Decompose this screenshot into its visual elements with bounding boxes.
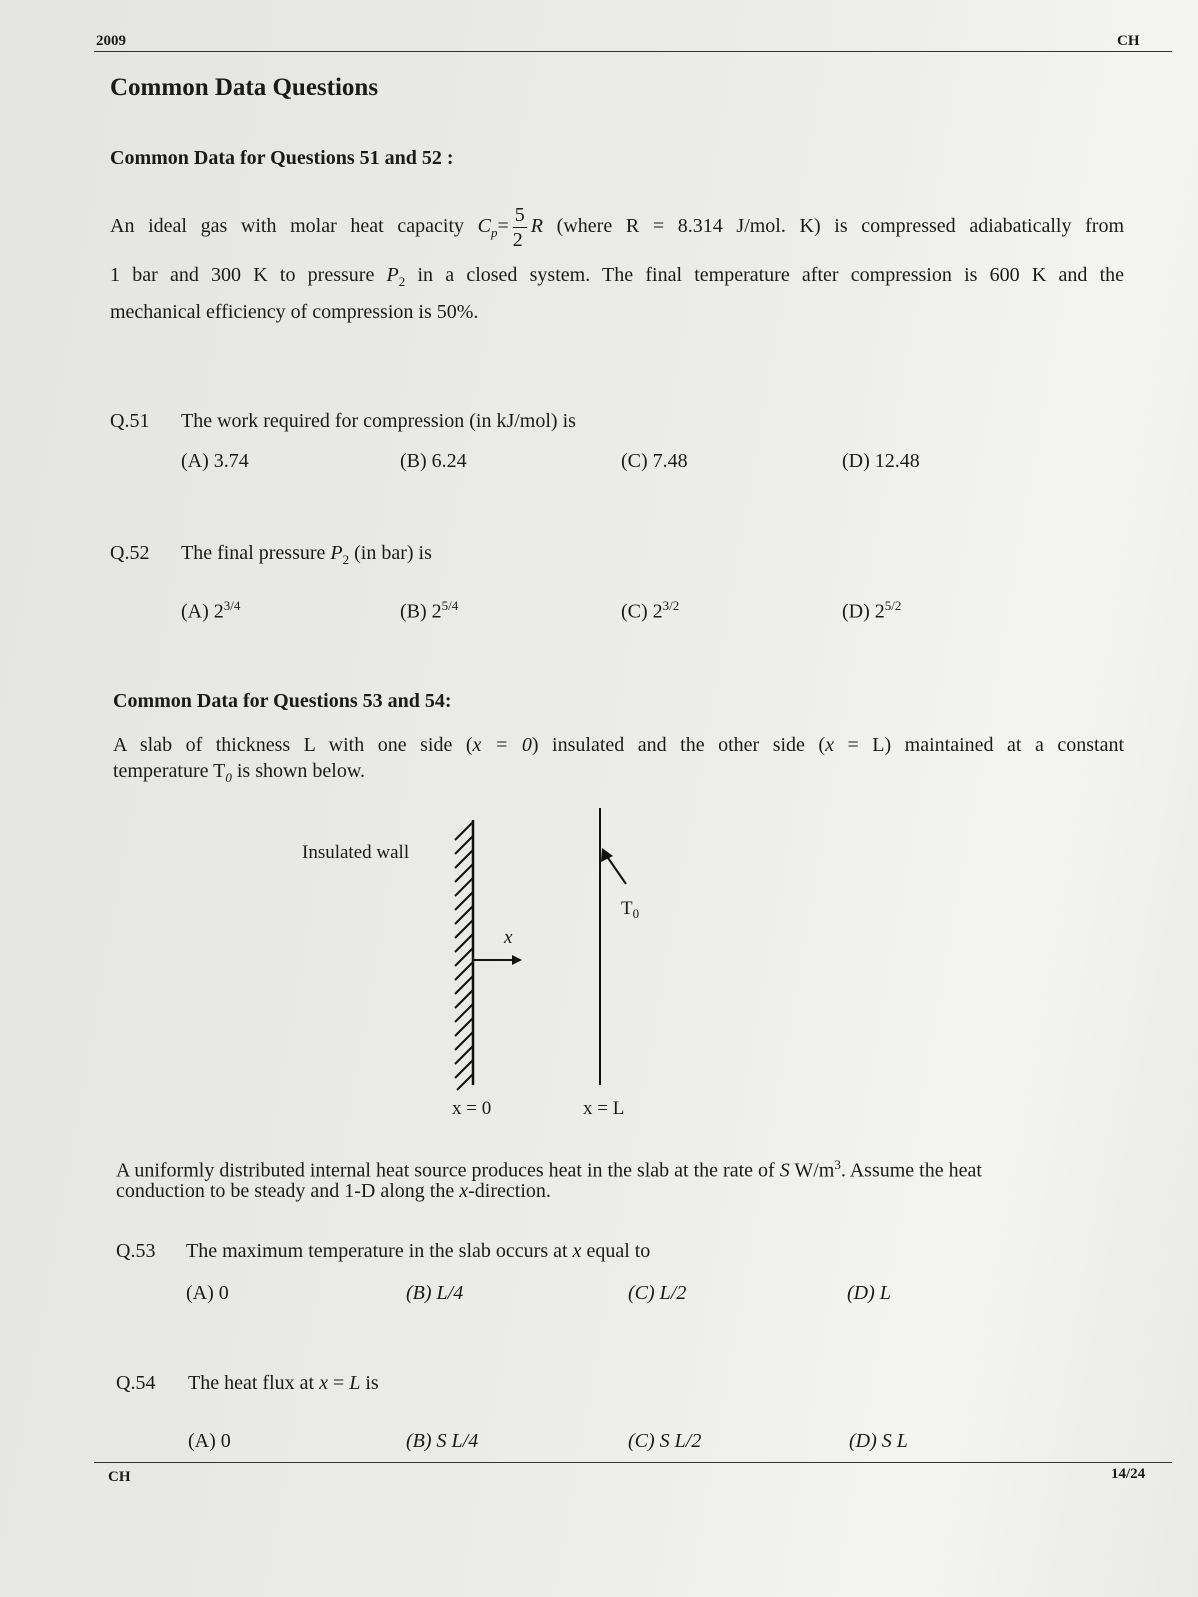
footer-code: CH — [108, 1469, 131, 1485]
q54-option-c: (C) S L/2 — [628, 1430, 702, 1452]
header-code: CH — [1117, 33, 1140, 49]
q52-option-b: (B) $2^{5/4}$ — [400, 598, 459, 623]
q52-number: Q.52 — [110, 542, 150, 564]
wall-hatching — [455, 822, 473, 1090]
cd2-line-1: A slab of thickness L with one side (x = 0) insulated and the other side (x = L) maintained at a constant — [113, 734, 1125, 756]
cd1-line-1: An ideal gas with molar heat capacity $C_p=$ $\frac{5}{2}$ R (where R = 8.314 J/mol. K) is compressed adiabatically from — [110, 203, 1125, 251]
cd2-line-2: temperature $T_0$ is shown below. — [113, 760, 366, 785]
x-direction-label: x — [504, 927, 513, 948]
q51-number: Q.51 — [110, 410, 150, 432]
heat-capacity-fraction: $\frac{5}{2}$ — [512, 203, 525, 251]
q52-text: The final pressure $P_2$ (in bar) is — [181, 542, 432, 567]
common-data-heading-53-54: Common Data for Questions 53 and 54: — [113, 690, 452, 712]
q51-text: The work required for compression (in kJ/mol) is — [181, 410, 576, 432]
footer-rule — [94, 1462, 1172, 1463]
cd1-line-2: 1 bar and 300 K to pressure $P_2$ in a closed system. The final temperature after compression is 600 K and the — [110, 264, 1125, 289]
cd1-line-3: mechanical efficiency of compression is 50%. — [110, 301, 479, 323]
q54-number: Q.54 — [116, 1372, 156, 1394]
t0-label: $T_0$ — [621, 898, 640, 921]
q53-option-a: (A) 0 — [186, 1282, 229, 1304]
header-rule — [94, 51, 1172, 52]
q54-option-a: (A) 0 — [188, 1430, 231, 1452]
section-title: Common Data Questions — [110, 74, 379, 101]
footer-page-number: 14/24 — [1111, 1466, 1146, 1482]
xl-label: x = L — [583, 1098, 625, 1119]
slab-figure — [290, 800, 670, 1130]
insulated-wall-label: Insulated wall — [302, 842, 410, 863]
q53-text: The maximum temperature in the slab occurs at x equal to — [186, 1240, 651, 1262]
q54-option-b: (B) S L/4 — [406, 1430, 479, 1452]
q51-option-c: (C) 7.48 — [621, 450, 688, 472]
common-data-heading-51-52: Common Data for Questions 51 and 52 : — [110, 147, 454, 169]
q53-option-c: (C) L/2 — [628, 1282, 687, 1304]
q52-option-a: (A) $2^{3/4}$ — [181, 598, 241, 623]
x0-label: x = 0 — [452, 1098, 492, 1119]
q53-number: Q.53 — [116, 1240, 156, 1262]
q53-option-d: (D) L — [847, 1282, 891, 1304]
q51-option-a: (A) 3.74 — [181, 450, 249, 472]
q53-option-b: (B) L/4 — [406, 1282, 464, 1304]
t0-pointer-line — [606, 855, 626, 884]
q54-text: The heat flux at x = L is — [188, 1372, 379, 1394]
heat-source-line-1: A uniformly distributed internal heat source produces heat in the slab at the rate of S $W/m^3$. Assume the heat — [116, 1157, 982, 1182]
header-year: 2009 — [96, 33, 126, 49]
x-arrowhead — [512, 955, 522, 965]
q51-option-b: (B) 6.24 — [400, 450, 467, 472]
t0-arrowhead — [601, 848, 613, 862]
heat-source-line-2: conduction to be steady and 1-D along the x-direction. — [116, 1180, 551, 1202]
q54-option-d: (D) S L — [849, 1430, 908, 1452]
q52-option-d: (D) $2^{5/2}$ — [842, 598, 902, 623]
q52-option-c: (C) $2^{3/2}$ — [621, 598, 680, 623]
q51-option-d: (D) 12.48 — [842, 450, 920, 472]
